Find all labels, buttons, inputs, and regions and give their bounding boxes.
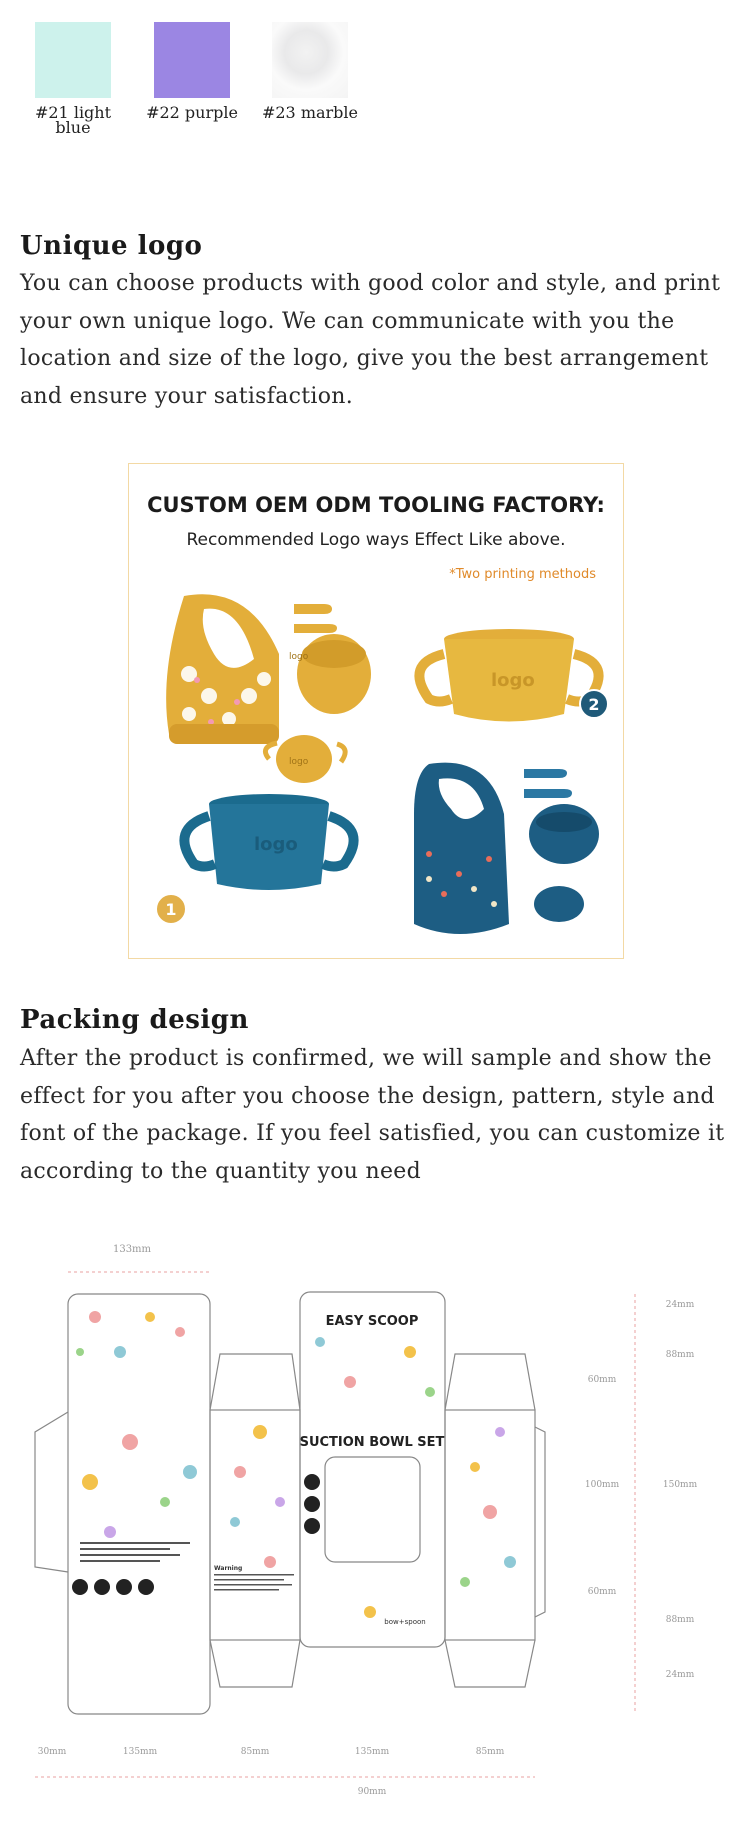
svg-text:logo: logo: [289, 652, 309, 662]
svg-text:90mm: 90mm: [357, 1787, 387, 1797]
svg-text:133mm: 133mm: [112, 1244, 152, 1255]
swatch-chip: [272, 22, 348, 98]
packing-design-title: Packing design: [20, 1005, 249, 1035]
card-heading: CUSTOM OEM ODM TOOLING FACTORY:: [147, 493, 605, 517]
unique-logo-title: Unique logo: [20, 231, 203, 261]
swatch-light-blue: [13, 22, 133, 135]
dieline-pattern: [72, 1311, 516, 1618]
blue-bib-set: [414, 763, 599, 934]
dieline-outline: [35, 1292, 545, 1714]
svg-text:100mm: 100mm: [584, 1480, 620, 1490]
svg-text:60mm: 60mm: [587, 1375, 617, 1385]
svg-text:24mm: 24mm: [665, 1300, 695, 1310]
svg-text:SUCTION BOWL SET: SUCTION BOWL SET: [299, 1435, 445, 1450]
svg-text:2: 2: [588, 695, 600, 714]
right-dimensions: [585, 1294, 698, 1714]
unique-logo-body: You can choose products with good color and style, and print your own unique logo. We can communicate with you the location and size of the logo, give you the best arrangement and ensure your satisfaction.: [20, 271, 721, 409]
svg-text:logo: logo: [254, 834, 298, 855]
svg-text:150mm: 150mm: [662, 1480, 698, 1490]
svg-text:24mm: 24mm: [665, 1670, 695, 1680]
card-subheading: Recommended Logo ways Effect Like above.: [186, 530, 566, 550]
swatch-chip: [35, 22, 111, 98]
swatch-label: #21 light blue: [34, 103, 112, 137]
swatch-label: #23 marble: [261, 103, 359, 122]
swatch-chip: [154, 22, 230, 98]
color-swatches: [35, 22, 435, 152]
svg-text:85mm: 85mm: [240, 1747, 270, 1757]
card-note: *Two printing methods: [449, 567, 596, 582]
yellow-cup: [419, 629, 608, 722]
swatch-label: #22 purple: [146, 103, 238, 122]
svg-text:logo: logo: [289, 757, 309, 767]
svg-text:135mm: 135mm: [354, 1747, 390, 1757]
svg-text:135mm: 135mm: [122, 1747, 158, 1757]
svg-text:60mm: 60mm: [587, 1587, 617, 1597]
dieline-small-text: [80, 1542, 294, 1591]
svg-text:30mm: 30mm: [37, 1747, 67, 1757]
packaging-dieline: [20, 1232, 730, 1812]
svg-text:bow+spoon: bow+spoon: [384, 1618, 426, 1626]
svg-text:EASY SCOOP: EASY SCOOP: [325, 1314, 419, 1329]
yellow-bib-set: [166, 594, 371, 783]
svg-text:Warning: Warning: [214, 1565, 243, 1572]
bottom-dimensions: [35, 1747, 535, 1797]
packing-design-body: After the product is confirmed, we will sample and show the effect for you after you choose the design, pattern, style and font of the package. If you feel satisfied, you can customize it according to the quantity you need: [20, 1046, 725, 1184]
swatch-purple: [132, 22, 252, 120]
logo-methods-image: [128, 463, 624, 959]
svg-text:88mm: 88mm: [665, 1350, 695, 1360]
svg-text:logo: logo: [491, 670, 535, 691]
swatch-marble: [250, 22, 370, 120]
top-dimension: [68, 1244, 210, 1272]
product-illustration: [129, 584, 623, 954]
svg-text:1: 1: [165, 900, 177, 919]
svg-text:85mm: 85mm: [475, 1747, 505, 1757]
svg-text:88mm: 88mm: [665, 1615, 695, 1625]
blue-cup: [156, 794, 354, 924]
